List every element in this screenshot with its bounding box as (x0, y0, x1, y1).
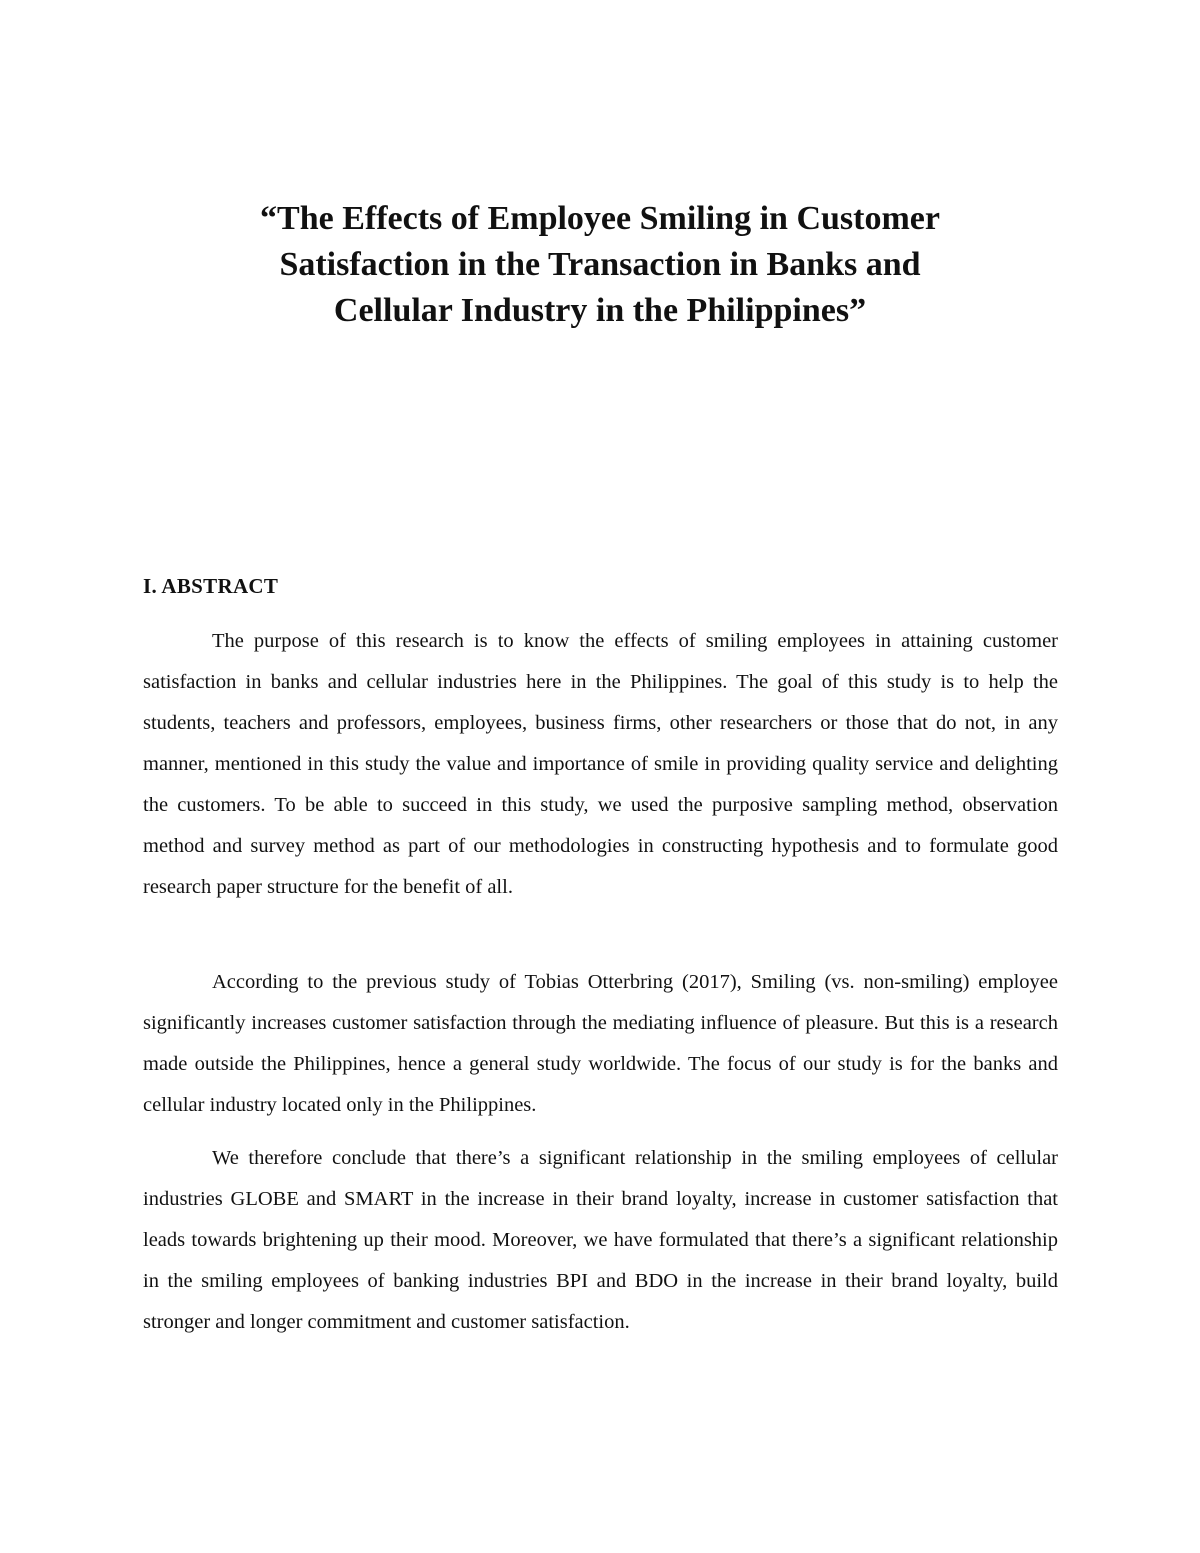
paper-title (150, 196, 1050, 334)
title-line-1: “The Effects of Employee Smiling in Customer (260, 200, 940, 237)
abstract-paragraph-1: The purpose of this research is to know the effects of smiling employees in attaining customer satisfaction in banks and cellular industries here in the Philippines. The goal of this study is to help the students, teachers and professors, employees, business firms, other researchers or those that do not, in any manner, mentioned in this study the value and importance of smile in providing quality service and delighting the customers. To be able to succeed in this study, we used the purposive sampling method, observation method and survey method as part of our methodologies in constructing hypothesis and to formulate good research paper structure for the benefit of all. (143, 630, 1058, 898)
title-line-2: Satisfaction in the Transaction in Banks and (279, 246, 921, 283)
abstract-paragraph-3: We therefore conclude that there’s a significant relationship in the smiling employees of cellular industries GLOBE and SMART in the increase in their brand loyalty, increase in customer satisfaction that leads towards brightening up their mood. Moreover, we have formulated that there’s a significant relationship in the smiling employees of banking industries BPI and BDO in the increase in their brand loyalty, build stronger and longer commitment and customer satisfaction. (143, 1147, 1058, 1333)
section-heading-abstract: I. ABSTRACT (143, 574, 279, 598)
title-line-3: Cellular Industry in the Philippines” (333, 292, 867, 329)
abstract-paragraph-2: According to the previous study of Tobias Otterbring (2017), Smiling (vs. non-smiling) employee significantly increases customer satisfaction through the mediating influence of pleasure. But this is a research made outside the Philippines, hence a general study worldwide. The focus of our study is for the banks and cellular industry located only in the Philippines. (143, 971, 1058, 1116)
